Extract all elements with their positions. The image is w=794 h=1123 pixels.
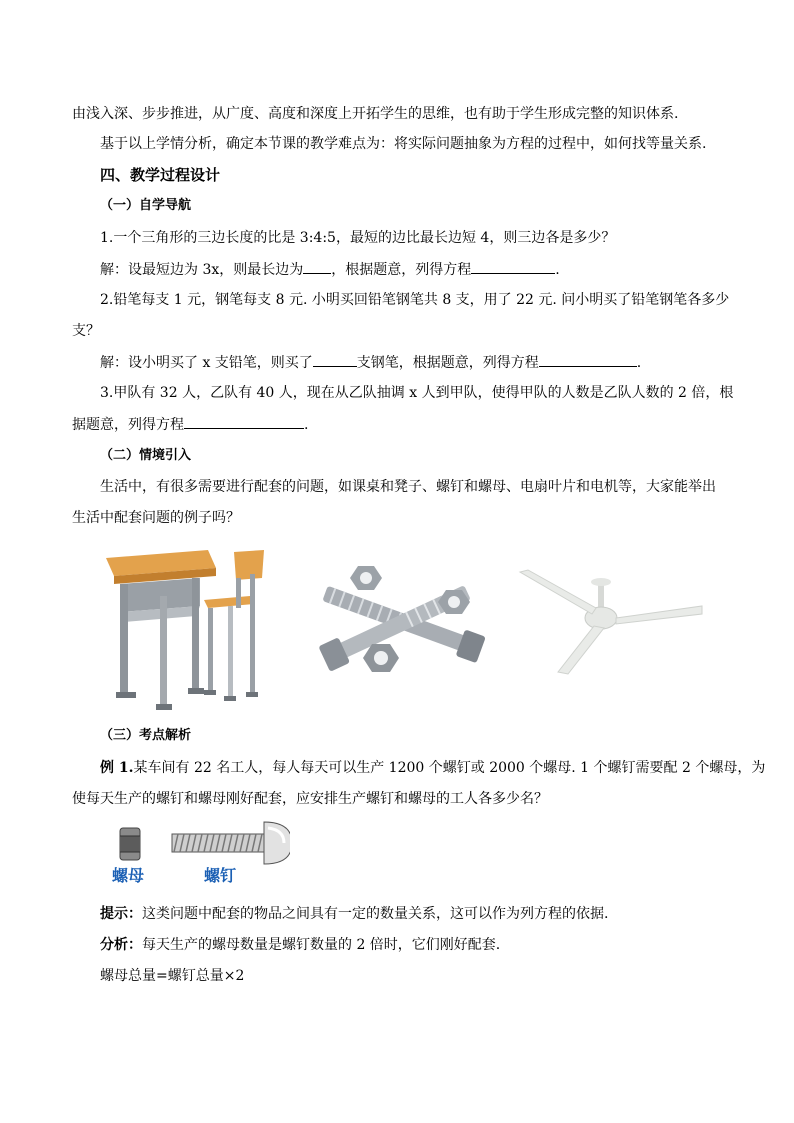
nut-label: 螺母 — [112, 866, 145, 885]
analysis-paragraph — [100, 935, 500, 955]
intro-line-1: 生活中，有很多需要进行配套的问题，如课桌和凳子、螺钉和螺母、电扇叶片和电机等，大家能举出 — [100, 479, 716, 495]
paragraph-continuation: 由浅入深、步步推进，从广度、高度和深度上开拓学生的思维，也有助于学生形成完整的知识体系. — [72, 106, 679, 122]
bolt-label: 螺钉 — [204, 866, 237, 885]
subsection-heading-1: （一）自学导航 — [100, 198, 192, 213]
hint-text: 这类问题中配套的物品之间具有一定的数量关系，这可以作为列方程的依据. — [142, 906, 609, 922]
subsection-heading-2: （二）情境引入 — [100, 448, 192, 463]
hint-paragraph — [100, 904, 608, 924]
example-1-text: 某车间有 22 名工人，每人每天可以生产 1200 个螺钉或 2000 个螺母. 1 个螺钉需要配 2 个螺母，为 — [133, 760, 766, 776]
question-3-prefix: 据题意，列得方程 — [72, 417, 184, 433]
paragraph-difficulty: 基于以上学情分析，确定本节课的教学难点为：将实际问题抽象为方程的过程中，如何找等量关系. — [100, 136, 707, 152]
blank-field — [471, 259, 555, 274]
blank-field — [184, 414, 304, 429]
bolt-diagram-icon — [170, 818, 290, 868]
question-3-end: . — [304, 417, 309, 433]
hint-label: 提示： — [100, 906, 142, 922]
desk-chair-image — [100, 544, 270, 712]
blank-field — [313, 352, 357, 367]
answer-1-end: . — [555, 262, 560, 278]
answer-2-prefix: 解：设小明买了 x 支铅笔，则买了 — [100, 355, 313, 371]
answer-2-middle: 支钢笔，根据题意，列得方程 — [356, 355, 539, 371]
example-1-line-2: 使每天生产的螺钉和螺母刚好配套，应安排生产螺钉和螺母的工人各多少名？ — [72, 791, 548, 807]
question-2-line-2: 支？ — [72, 323, 100, 339]
answer-1-prefix: 解：设最短边为 3x，则最长边为 — [100, 262, 304, 278]
answer-1-middle: ，根据题意，列得方程 — [331, 262, 472, 278]
example-1-line-1 — [100, 758, 765, 778]
blank-field — [539, 352, 637, 367]
subsection-heading-3: （三）考点解析 — [100, 728, 192, 743]
answer-2 — [100, 352, 641, 373]
nut-diagram-icon — [118, 826, 142, 862]
analysis-text: 每天生产的螺母数量是螺钉数量的 2 倍时，它们刚好配套. — [142, 937, 501, 953]
question-2-line-1: 2.铅笔每支 1 元，钢笔每支 8 元. 小明买回铅笔钢笔共 8 支，用了 22 元. 问小明买了铅笔钢笔各多少 — [100, 292, 730, 308]
blank-field — [303, 259, 331, 274]
intro-line-2: 生活中配套问题的例子吗？ — [72, 510, 240, 526]
question-3-line-2 — [72, 414, 308, 435]
question-3-line-1: 3.甲队有 32 人，乙队有 40 人，现在从乙队抽调 x 人到甲队，使得甲队的人数是乙队人数的 2 倍，根 — [100, 385, 734, 401]
bolts-nuts-image — [314, 560, 494, 686]
answer-2-end: . — [636, 355, 642, 371]
relation-equation: 螺母总量=螺钉总量×2 — [100, 968, 245, 984]
ceiling-fan-image — [516, 568, 704, 678]
example-label: 例 1. — [100, 760, 134, 776]
answer-1 — [100, 259, 560, 280]
question-1: 1.一个三角形的三边长度的比是 3:4:5，最短的边比最长边短 4，则三边各是多少？ — [100, 230, 616, 246]
analysis-label: 分析： — [100, 937, 142, 953]
section-heading-4: 四、教学过程设计 — [100, 166, 221, 184]
